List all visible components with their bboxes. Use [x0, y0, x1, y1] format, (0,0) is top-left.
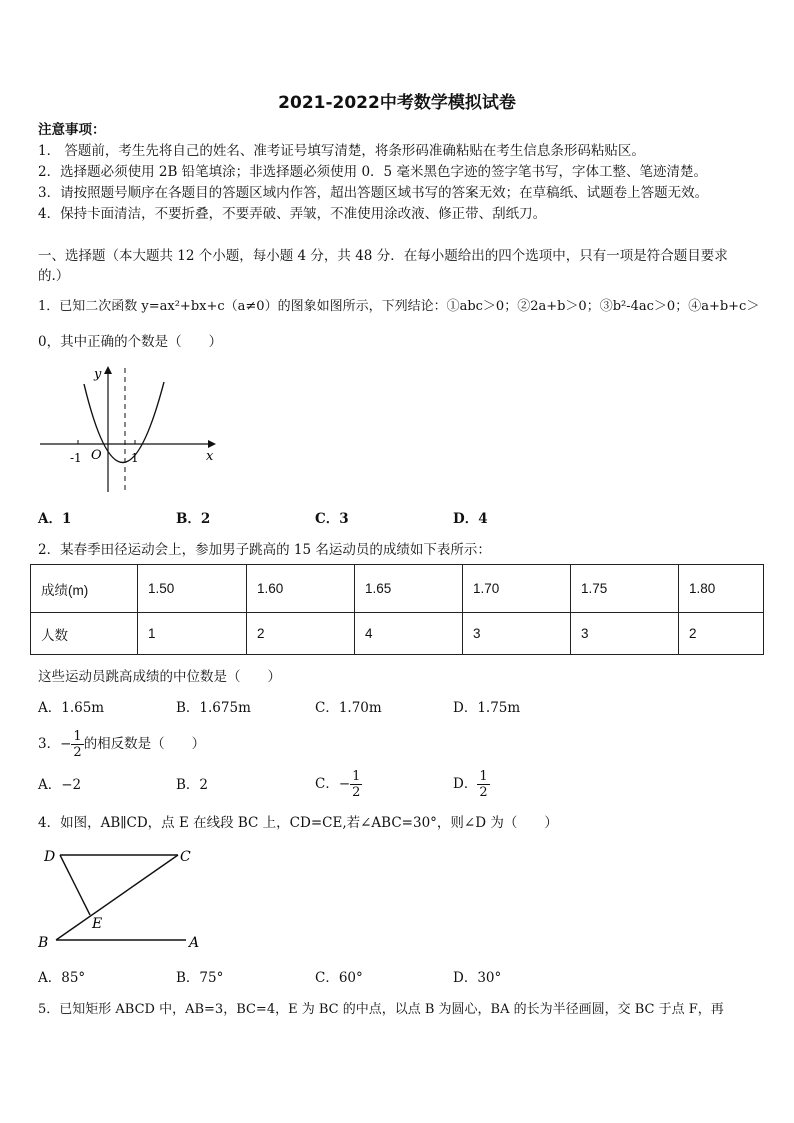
label-a: A — [189, 935, 200, 951]
height-cell: 1.80 — [679, 565, 764, 613]
q3-option-d-den: 2 — [479, 785, 488, 800]
q2-option-a: A．1.65m — [38, 700, 105, 716]
q1-stem-line1: 1．已知二次函数 y=ax²+bx+c（a≠0）的图象如图所示，下列结论：①abc＞0；②2a+b＞0；③b²-4ac＞0；④a+b+c＞ — [38, 299, 760, 314]
q1-option-a: A．1 — [38, 511, 72, 527]
x-axis-arrow — [208, 440, 216, 448]
q3-frac-num: 1 — [73, 729, 82, 744]
row-label-heights: 成绩(m) — [31, 565, 138, 613]
q4-stem: 4．如图，AB∥CD，点 E 在线段 BC 上，CD=CE,若∠ABC=30°，则∠D 为（ ） — [38, 815, 558, 831]
count-cell: 3 — [571, 613, 679, 655]
label-b: B — [38, 935, 49, 951]
q3-option-c-den: 2 — [352, 785, 361, 800]
q3-suffix: 的相反数是（ ） — [83, 736, 206, 752]
q2-question: 这些运动员跳高成绩的中位数是（ ） — [38, 669, 281, 685]
q3-option-c-prefix: C．− — [315, 776, 351, 792]
count-cell: 1 — [138, 613, 247, 655]
label-neg-one: -1 — [70, 451, 82, 465]
q4-option-c: C．60° — [315, 970, 363, 986]
height-cell: 1.75 — [571, 565, 679, 613]
q2-option-c: C．1.70m — [315, 700, 382, 716]
notice-heading: 注意事项： — [38, 122, 106, 138]
row-label-counts: 人数 — [31, 613, 138, 655]
q3-fraction — [71, 729, 83, 760]
section-heading-line2: 的.） — [38, 268, 70, 284]
label-one: 1 — [131, 451, 139, 465]
q1-stem-line2: 0，其中正确的个数是（ ） — [38, 334, 223, 350]
q4-geometry-figure — [38, 843, 208, 953]
table-row-counts — [31, 613, 764, 655]
q3-option-c-fraction — [350, 769, 362, 800]
q3-prefix: 3．− — [38, 736, 72, 752]
label-origin: O — [91, 448, 102, 463]
y-axis-label: y — [94, 367, 102, 382]
q3-option-d — [453, 766, 490, 802]
y-axis-arrow — [104, 366, 112, 374]
q2-score-table — [30, 564, 764, 655]
notice-item-4: 4．保持卡面清洁，不要折叠，不要弄破、弄皱，不准使用涂改液、修正带、刮纸刀。 — [38, 206, 547, 222]
q3-option-d-fraction — [477, 769, 489, 800]
q1-option-c: C．3 — [315, 511, 349, 527]
label-c: C — [180, 849, 191, 865]
height-cell: 1.60 — [247, 565, 355, 613]
notice-item-1: 1． 答题前，考生先将自己的姓名、准考证号填写清楚，将条形码准确粘贴在考生信息条形码粘贴区。 — [38, 143, 645, 159]
q4-option-d: D．30° — [453, 970, 502, 986]
notice-item-3: 3．请按照题号顺序在各题目的答题区域内作答，超出答题区域书写的答案无效；在草稿纸、试题卷上答题无效。 — [38, 185, 709, 201]
q3-option-a: A．−2 — [38, 777, 82, 793]
segment-de — [60, 855, 90, 915]
table-row-heights — [31, 565, 764, 613]
q3-stem — [38, 726, 205, 762]
height-cell: 1.65 — [355, 565, 463, 613]
page-title: 2021-2022中考数学模拟试卷 — [278, 93, 516, 113]
q3-frac-den: 2 — [73, 745, 82, 760]
q2-option-b: B．1.675m — [176, 700, 251, 716]
count-cell: 3 — [463, 613, 571, 655]
q2-stem: 2．某春季田径运动会上，参加男子跳高的 15 名运动员的成绩如下表所示： — [38, 542, 491, 558]
q1-parabola-graph — [38, 362, 223, 497]
q4-option-b: B．75° — [176, 970, 224, 986]
q3-option-c — [315, 766, 362, 802]
notice-item-2: 2．选择题必须使用 2B 铅笔填涂；非选择题必须使用 0．5 毫米黑色字迹的签字笔书写，字体工整、笔迹清楚。 — [38, 164, 707, 180]
q1-option-b: B．2 — [176, 511, 211, 527]
count-cell: 2 — [679, 613, 764, 655]
count-cell: 2 — [247, 613, 355, 655]
label-e: E — [92, 916, 103, 932]
q4-option-a: A．85° — [38, 970, 86, 986]
q5-stem: 5．已知矩形 ABCD 中，AB=3，BC=4，E 为 BC 的中点，以点 B 为圆心，BA 的长为半径画圆，交 BC 于点 F，再 — [38, 1002, 724, 1017]
x-axis-label: x — [206, 449, 214, 464]
q3-option-c-num: 1 — [352, 769, 361, 784]
q2-option-d: D．1.75m — [453, 700, 521, 716]
q1-option-d: D．4 — [453, 511, 488, 527]
height-cell: 1.70 — [463, 565, 571, 613]
segment-bc — [56, 855, 178, 940]
section-heading-line1: 一、选择题（本大题共 12 个小题，每小题 4 分，共 48 分．在每小题给出的四个选项中，只有一项是符合题目要求 — [38, 248, 728, 264]
q3-option-d-prefix: D． — [453, 776, 478, 792]
q3-option-b: B．2 — [176, 777, 209, 793]
q3-option-d-num: 1 — [479, 769, 488, 784]
height-cell: 1.50 — [138, 565, 247, 613]
label-d: D — [44, 849, 56, 865]
count-cell: 4 — [355, 613, 463, 655]
